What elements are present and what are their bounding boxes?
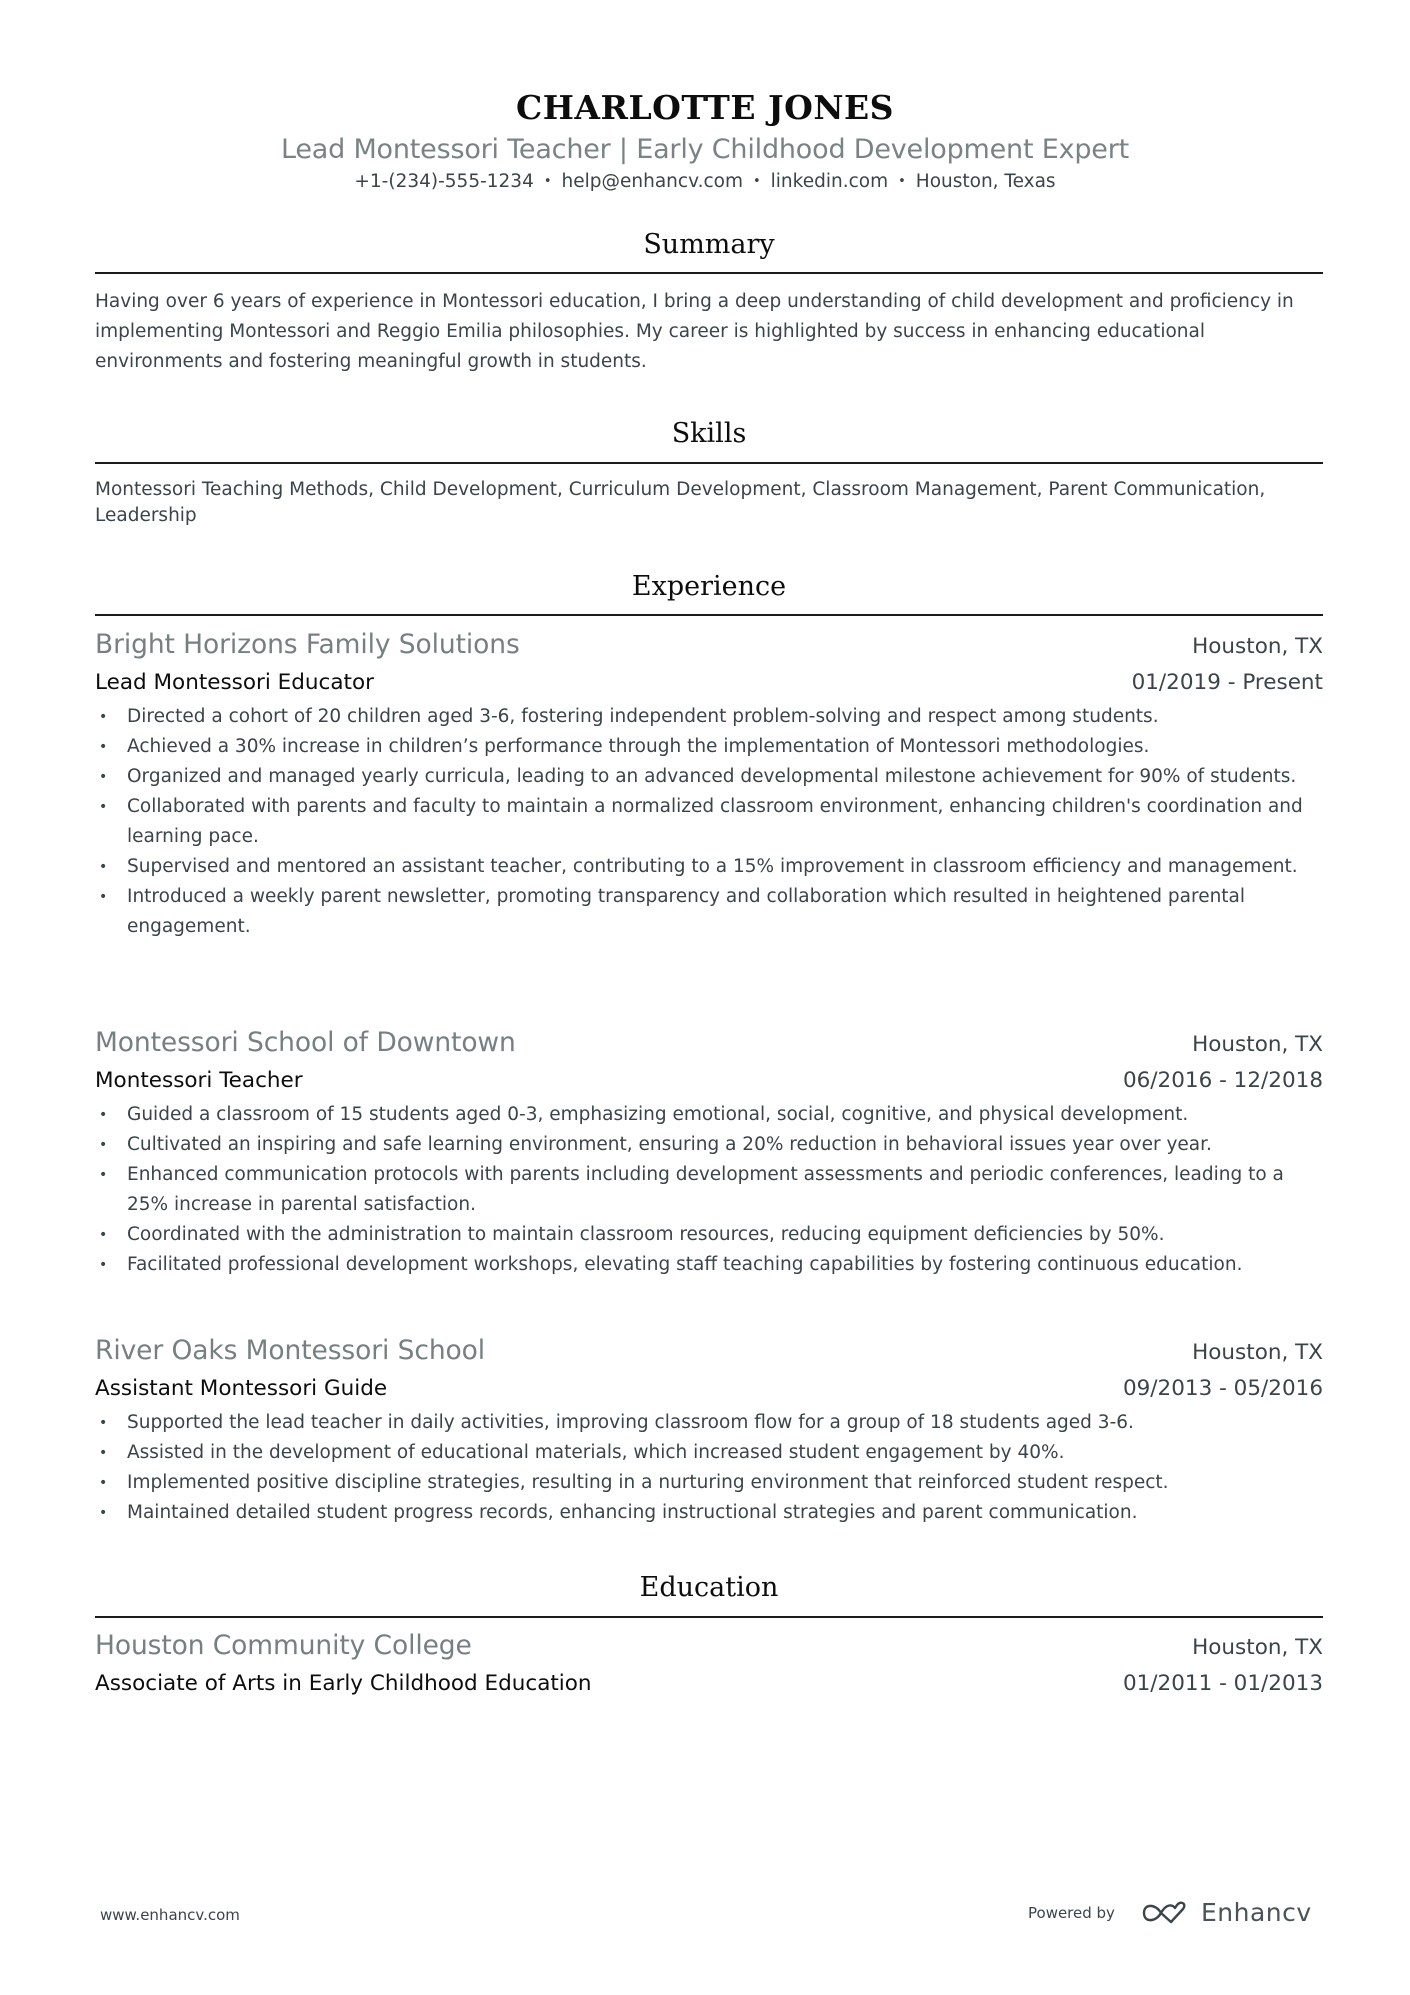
company-name: Bright Horizons Family Solutions — [95, 629, 520, 660]
bullet-icon: • — [99, 889, 108, 905]
footer-branding — [1028, 1898, 1312, 1927]
achievement-item: • Organized and managed yearly curricula, leading to an advanced developmental milestone achievement for 90% of students. — [95, 762, 1323, 792]
achievement-item: • Assisted in the development of educational materials, which increased student engagement by 40%. — [95, 1438, 1323, 1468]
bullet-icon: • — [99, 1475, 108, 1491]
company-name: Montessori School of Downtown — [95, 1027, 516, 1058]
job-title: Assistant Montessori Guide — [95, 1376, 388, 1401]
bullet-icon: • — [99, 1445, 108, 1461]
bullet-icon: • — [99, 859, 108, 875]
footer-website[interactable]: www.enhancv.com — [100, 1906, 240, 1924]
company-name: River Oaks Montessori School — [95, 1335, 486, 1366]
achievement-item: • Collaborated with parents and faculty to maintain a normalized classroom environment, enhancing children's coordination and learning pace. — [95, 792, 1323, 852]
job-dates: 06/2016 - 12/2018 — [1122, 1068, 1323, 1093]
section-divider — [95, 614, 1323, 616]
education-dates: 01/2011 - 01/2013 — [1122, 1671, 1323, 1696]
job-dates: 09/2013 - 05/2016 — [1122, 1376, 1323, 1401]
section-title-summary: Summary — [643, 229, 775, 260]
job-location: Houston, TX — [1192, 1340, 1323, 1365]
experience-entry — [95, 1333, 1323, 1528]
bullet-icon: • — [99, 1505, 108, 1521]
bullet-icon: • — [99, 769, 108, 785]
achievement-item: • Facilitated professional development workshops, elevating staff teaching capabilities by fostering continuous education. — [95, 1250, 1323, 1280]
achievement-item: • Introduced a weekly parent newsletter, promoting transparency and collaboration which resulted in heightened parental engagement. — [95, 882, 1323, 942]
job-location: Houston, TX — [1192, 1032, 1323, 1057]
section-title-experience: Experience — [631, 571, 787, 602]
brand-name: Enhancv — [1200, 1898, 1312, 1927]
candidate-headline: Lead Montessori Teacher | Early Childhood Development Expert — [281, 134, 1129, 165]
job-title: Lead Montessori Educator — [95, 670, 374, 695]
section-divider — [95, 462, 1323, 464]
separator-dot: • — [898, 174, 906, 189]
separator-dot: • — [752, 174, 761, 189]
contact-email[interactable]: help@enhancv.com — [561, 171, 743, 192]
separator-dot: • — [543, 174, 552, 189]
job-location: Houston, TX — [1192, 634, 1323, 659]
achievement-list — [95, 1408, 1323, 1528]
achievement-item: • Coordinated with the administration to maintain classroom resources, reducing equipment deficiencies by 50%. — [95, 1220, 1323, 1250]
bullet-icon: • — [99, 1227, 108, 1243]
contact-location: Houston, Texas — [915, 171, 1056, 192]
achievement-item: • Achieved a 30% increase in children’s performance through the implementation of Montessori methodologies. — [95, 732, 1323, 762]
achievement-item: • Directed a cohort of 20 children aged 3-6, fostering independent problem-solving and respect among students. — [95, 702, 1323, 732]
job-dates: 01/2019 - Present — [1131, 670, 1323, 695]
achievement-item: • Implemented positive discipline strategies, resulting in a nurturing environment that reinforced student respect. — [95, 1468, 1323, 1498]
section-divider — [95, 272, 1323, 274]
candidate-name: CHARLOTTE JONES — [515, 88, 894, 127]
contact-line — [0, 169, 1410, 195]
contact-linkedin[interactable]: linkedin.com — [770, 171, 889, 192]
powered-by-label: Powered by — [1028, 1903, 1115, 1922]
experience-entry — [95, 627, 1323, 942]
achievement-list — [95, 702, 1323, 942]
achievement-item: • Guided a classroom of 15 students aged 0-3, emphasizing emotional, social, cognitive, and physical development. — [95, 1100, 1323, 1130]
achievement-list — [95, 1100, 1323, 1280]
skills-text: Montessori Teaching Methods, Child Development, Curriculum Development, Classroom Management, Parent Communication, Leadership — [95, 479, 1266, 526]
bullet-icon: • — [99, 709, 108, 725]
school-location: Houston, TX — [1192, 1635, 1323, 1660]
bullet-icon: • — [99, 1257, 108, 1273]
achievement-item: • Enhanced communication protocols with parents including development assessments and periodic conferences, leading to a 25% increase in parental satisfaction. — [95, 1160, 1323, 1220]
bullet-icon: • — [99, 799, 108, 815]
experience-entry — [95, 1025, 1323, 1280]
degree: Associate of Arts in Early Childhood Education — [95, 1671, 592, 1696]
contact-phone[interactable]: +1-(234)-555-1234 — [354, 171, 534, 192]
achievement-item: • Supported the lead teacher in daily activities, improving classroom flow for a group of 18 students aged 3-6. — [95, 1408, 1323, 1438]
education-entry — [95, 1628, 1323, 1702]
section-title-education: Education — [639, 1572, 779, 1603]
school-name: Houston Community College — [95, 1630, 472, 1661]
bullet-icon: • — [99, 1107, 108, 1123]
bullet-icon: • — [99, 1167, 108, 1183]
bullet-icon: • — [99, 739, 108, 755]
achievement-item: • Cultivated an inspiring and safe learning environment, ensuring a 20% reduction in behavioral issues year over year. — [95, 1130, 1323, 1160]
achievement-item: • Maintained detailed student progress records, enhancing instructional strategies and parent communication. — [95, 1498, 1323, 1528]
bullet-icon: • — [99, 1137, 108, 1153]
achievement-item: • Supervised and mentored an assistant teacher, contributing to a 15% improvement in classroom efficiency and management. — [95, 852, 1323, 882]
section-title-skills: Skills — [671, 418, 747, 449]
enhancv-logo-icon — [1141, 1900, 1189, 1926]
section-divider — [95, 1616, 1323, 1618]
bullet-icon: • — [99, 1415, 108, 1431]
summary-text: Having over 6 years of experience in Montessori education, I bring a deep understanding of child development and proficiency in implementing Montessori and Reggio Emilia philosophies. My career is highlighted by success in enhancing educational environments and fostering meaningful growth in students. — [95, 291, 1294, 372]
job-title: Montessori Teacher — [95, 1068, 303, 1093]
